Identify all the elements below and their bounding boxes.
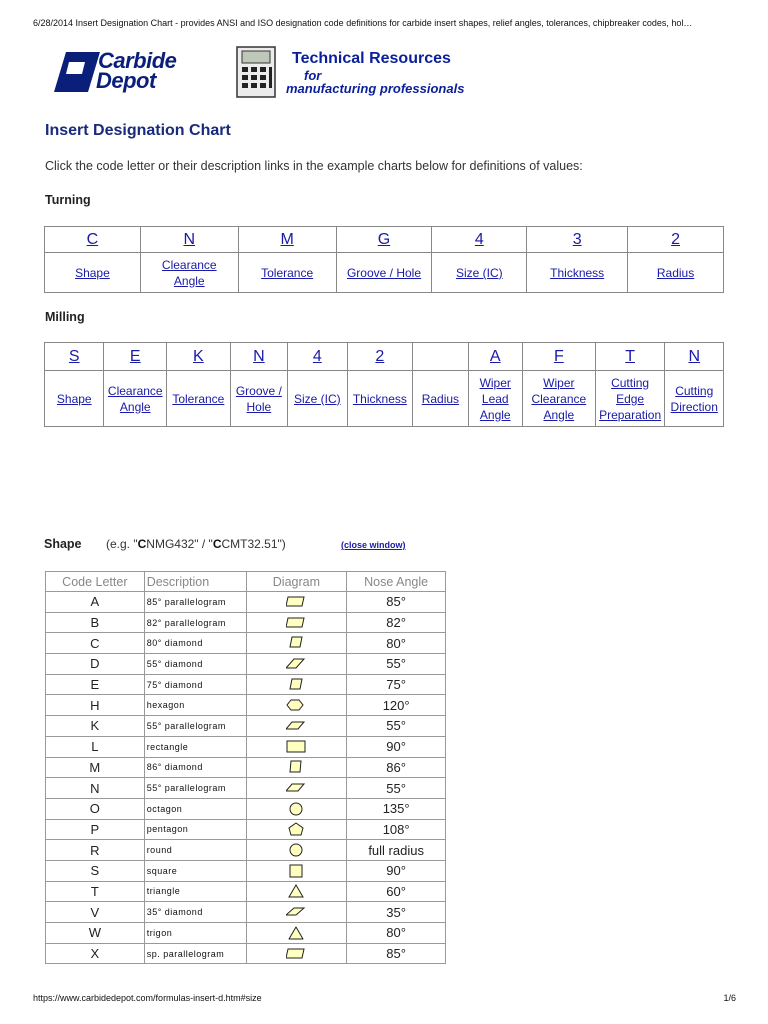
nose-angle-cell: 120° (347, 695, 446, 716)
milling-code-cell (167, 343, 231, 371)
turning-label-cell (527, 253, 628, 293)
nose-angle-cell: 82° (347, 612, 446, 633)
turning-label-link[interactable]: Shape (75, 265, 110, 280)
turning-code-cell (45, 227, 141, 253)
diagram-cell (246, 860, 347, 881)
diagram-cell (246, 881, 347, 902)
milling-label-cell (167, 371, 231, 427)
milling-code-link[interactable]: 4 (312, 347, 322, 365)
diagram-cell (246, 943, 347, 964)
turning-label-link[interactable]: Radius (656, 265, 695, 280)
diagram-cell (246, 612, 347, 633)
milling-code-cell (45, 343, 104, 371)
description-cell: sp. parallelogram (144, 943, 246, 964)
milling-code-link[interactable]: E (129, 347, 141, 365)
description-cell: 80° diamond (144, 633, 246, 654)
nose-angle-cell: 108° (347, 819, 446, 840)
intro-text: Click the code letter or their description links in the example charts below for definitions of values: (45, 159, 583, 173)
milling-code-link[interactable]: S (68, 347, 80, 365)
diamond-55-icon (286, 657, 306, 671)
table-row (46, 716, 446, 737)
milling-code-link[interactable]: A (489, 347, 501, 365)
rectangle-icon (286, 740, 306, 754)
print-footer-url: https://www.carbidedepot.com/formulas-insert-d.htm#size (33, 993, 262, 1003)
description-cell: 55° parallelogram (144, 716, 246, 737)
table-row (46, 798, 446, 819)
diagram-cell (246, 757, 347, 778)
description-cell: triangle (144, 881, 246, 902)
turning-code-link[interactable]: 4 (474, 230, 484, 248)
table-row (46, 654, 446, 675)
code-letter-cell: V (46, 902, 145, 923)
diagram-cell (246, 633, 347, 654)
table-row (46, 819, 446, 840)
milling-label-link[interactable]: Thickness (352, 391, 407, 406)
code-letter-cell: N (46, 778, 145, 799)
turning-code-link[interactable]: 3 (572, 230, 582, 248)
turning-code-link[interactable]: C (86, 230, 99, 248)
milling-code-link[interactable]: N (688, 347, 701, 365)
nose-angle-cell: 55° (347, 778, 446, 799)
pentagon-icon (286, 822, 306, 836)
triangle-icon (286, 884, 306, 898)
milling-label-cell (413, 371, 468, 427)
parallelogram-special-icon (286, 947, 306, 961)
milling-code-table (44, 342, 724, 427)
diagram-cell (246, 778, 347, 799)
diamond-75-icon (286, 678, 306, 692)
logo-mark-icon (52, 48, 102, 96)
code-letter-cell: S (46, 860, 145, 881)
trigon-icon (286, 926, 306, 940)
turning-label-link[interactable]: Groove / Hole (346, 265, 422, 280)
turning-code-cell (238, 227, 336, 253)
description-cell: 75° diamond (144, 674, 246, 695)
parallelogram-82-icon (286, 616, 306, 630)
diagram-cell (246, 654, 347, 675)
diagram-cell (246, 902, 347, 923)
shape-heading: Shape (44, 537, 82, 551)
milling-code-link[interactable]: 2 (375, 347, 385, 365)
milling-label-link[interactable]: Wiper Clearance Angle (531, 375, 587, 422)
nose-angle-cell: 90° (347, 736, 446, 757)
code-letter-cell: T (46, 881, 145, 902)
nose-angle-cell: 90° (347, 860, 446, 881)
diamond-86-icon (286, 760, 306, 774)
print-header: 6/28/2014 Insert Designation Chart - provides ANSI and ISO designation code definitions for carbide insert shapes, relief angles, tolerances, chipbreaker codes, hol… (33, 18, 693, 28)
milling-label-link[interactable]: Wiper Lead Angle (479, 375, 511, 422)
milling-code-cell (413, 343, 468, 371)
milling-code-cell (468, 343, 522, 371)
turning-code-table (44, 226, 724, 293)
code-letter-cell: R (46, 840, 145, 861)
milling-code-cell (522, 343, 595, 371)
description-cell: rectangle (144, 736, 246, 757)
code-letter-cell: B (46, 612, 145, 633)
table-row (46, 840, 446, 861)
milling-label-cell (468, 371, 522, 427)
milling-label-link[interactable]: Radius (421, 391, 460, 406)
table-row (46, 736, 446, 757)
turning-label-cell (238, 253, 336, 293)
column-header-nose-angle: Nose Angle (347, 572, 446, 592)
close-window-link[interactable]: (close window) (341, 540, 406, 550)
turning-label-cell (628, 253, 724, 293)
code-letter-cell: D (46, 654, 145, 675)
diagram-cell (246, 695, 347, 716)
table-row (46, 757, 446, 778)
turning-code-link[interactable]: 2 (671, 230, 680, 248)
description-cell: hexagon (144, 695, 246, 716)
table-row (46, 902, 446, 923)
column-header-diagram: Diagram (246, 572, 347, 592)
description-cell: square (144, 860, 246, 881)
turning-code-link[interactable]: N (183, 230, 196, 248)
turning-code-cell (140, 227, 238, 253)
turning-code-link[interactable]: M (280, 230, 294, 248)
milling-code-cell (347, 343, 413, 371)
description-cell: octagon (144, 798, 246, 819)
diagram-cell (246, 736, 347, 757)
milling-label-cell (347, 371, 413, 427)
milling-label-link[interactable]: Shape (56, 391, 92, 406)
table-row (46, 592, 446, 613)
code-letter-cell: O (46, 798, 145, 819)
table-row (46, 612, 446, 633)
code-letter-cell: X (46, 943, 145, 964)
parallelogram-85-icon (286, 595, 306, 609)
logo-text-carbide: Carbide (98, 48, 177, 73)
milling-code-cell (230, 343, 287, 371)
milling-label-cell (230, 371, 287, 427)
milling-label-link[interactable]: Cutting Edge Preparation (599, 375, 662, 422)
turning-code-cell (527, 227, 628, 253)
table-row (46, 695, 446, 716)
milling-label-cell (104, 371, 167, 427)
parallelogram-55-icon (286, 719, 306, 733)
description-cell: 86° diamond (144, 757, 246, 778)
diamond-80-icon (286, 636, 306, 650)
hexagon-icon (286, 698, 306, 712)
shape-table (45, 571, 446, 964)
column-header-description: Description (144, 572, 246, 592)
code-letter-cell: M (46, 757, 145, 778)
nose-angle-cell: full radius (347, 840, 446, 861)
description-cell: 55° parallelogram (144, 778, 246, 799)
milling-label-cell (665, 371, 724, 427)
nose-angle-cell: 80° (347, 923, 446, 944)
print-footer-page: 1/6 (723, 993, 736, 1003)
turning-code-cell (628, 227, 724, 253)
code-letter-cell: E (46, 674, 145, 695)
milling-label-cell (45, 371, 104, 427)
description-cell: 85° parallelogram (144, 592, 246, 613)
table-row (46, 881, 446, 902)
turning-label-link[interactable]: Thickness (550, 265, 605, 280)
nose-angle-cell: 86° (347, 757, 446, 778)
code-letter-cell: L (46, 736, 145, 757)
milling-label-link[interactable]: Cutting Direction (670, 383, 718, 414)
table-row (46, 923, 446, 944)
diamond-35-icon (286, 905, 306, 919)
turning-label-cell (432, 253, 527, 293)
milling-label-cell (288, 371, 347, 427)
shape-example: (e.g. "CNMG432" / "CCMT32.51") (106, 537, 286, 551)
code-letter-cell: H (46, 695, 145, 716)
diagram-cell (246, 716, 347, 737)
nose-angle-cell: 35° (347, 902, 446, 923)
logo-text-depot: Depot (96, 68, 156, 93)
nose-angle-cell: 75° (347, 674, 446, 695)
turning-label-link[interactable]: Size (IC) (455, 265, 503, 280)
turning-code-cell (432, 227, 527, 253)
nose-angle-cell: 135° (347, 798, 446, 819)
description-cell: 55° diamond (144, 654, 246, 675)
description-cell: trigon (144, 923, 246, 944)
table-row (46, 633, 446, 654)
nose-angle-cell: 85° (347, 943, 446, 964)
milling-code-cell (288, 343, 347, 371)
parallelogram-55-icon (286, 781, 306, 795)
milling-label-link[interactable]: Groove / Hole (235, 383, 282, 414)
nose-angle-cell: 55° (347, 716, 446, 737)
description-cell: 82° parallelogram (144, 612, 246, 633)
turning-label-cell (45, 253, 141, 293)
description-cell: pentagon (144, 819, 246, 840)
nose-angle-cell: 55° (347, 654, 446, 675)
turning-label-cell (140, 253, 238, 293)
code-letter-cell: K (46, 716, 145, 737)
milling-code-cell (104, 343, 167, 371)
table-row (46, 943, 446, 964)
nose-angle-cell: 85° (347, 592, 446, 613)
carbide-depot-logo[interactable] (52, 48, 212, 100)
page-title: Insert Designation Chart (45, 122, 231, 139)
table-row (46, 860, 446, 881)
milling-label-link[interactable]: Size (IC) (293, 391, 341, 406)
milling-code-link[interactable]: K (193, 347, 204, 365)
circle-icon (286, 843, 306, 857)
diagram-cell (246, 840, 347, 861)
turning-heading: Turning (45, 193, 91, 207)
square-icon (286, 864, 306, 878)
milling-label-link[interactable]: Clearance Angle (107, 383, 163, 414)
nose-angle-cell: 80° (347, 633, 446, 654)
diagram-cell (246, 674, 347, 695)
table-row (46, 674, 446, 695)
diagram-cell (246, 592, 347, 613)
tagline-for: for (304, 68, 322, 83)
tagline-subtitle: manufacturing professionals (286, 81, 465, 96)
milling-heading: Milling (45, 310, 85, 324)
diagram-cell (246, 819, 347, 840)
turning-label-link[interactable]: Clearance Angle (161, 257, 217, 288)
milling-code-cell (595, 343, 665, 371)
description-cell: 35° diamond (144, 902, 246, 923)
octagon-icon (286, 802, 306, 816)
code-letter-cell: A (46, 592, 145, 613)
diagram-cell (246, 798, 347, 819)
milling-code-link[interactable]: F (553, 347, 564, 365)
diagram-cell (246, 923, 347, 944)
description-cell: round (144, 840, 246, 861)
tagline-title: Technical Resources (292, 50, 451, 67)
milling-code-link[interactable]: N (253, 347, 265, 365)
table-row (46, 778, 446, 799)
turning-code-cell (336, 227, 432, 253)
code-letter-cell: P (46, 819, 145, 840)
column-header-code: Code Letter (46, 572, 145, 592)
turning-label-cell (336, 253, 432, 293)
calculator-icon (236, 46, 276, 98)
code-letter-cell: W (46, 923, 145, 944)
milling-label-cell (595, 371, 665, 427)
milling-code-link[interactable]: T (625, 347, 635, 365)
turning-code-link[interactable]: G (377, 230, 391, 248)
code-letter-cell: C (46, 633, 145, 654)
milling-label-link[interactable]: Tolerance (172, 391, 225, 406)
turning-label-link[interactable]: Tolerance (261, 265, 314, 280)
nose-angle-cell: 60° (347, 881, 446, 902)
milling-label-cell (522, 371, 595, 427)
milling-code-cell (665, 343, 724, 371)
